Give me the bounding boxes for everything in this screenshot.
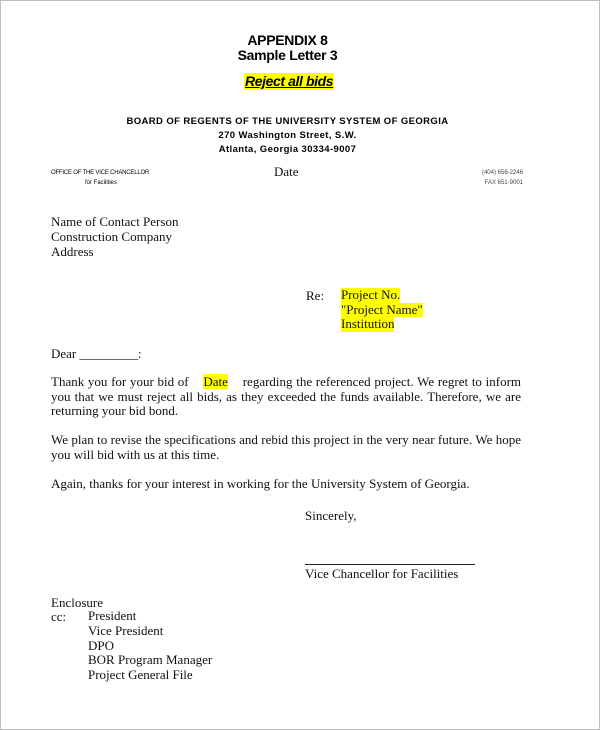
- re-label: Re:: [306, 288, 325, 303]
- project-name: "Project Name": [341, 301, 423, 317]
- closing: Sincerely,: [305, 508, 357, 523]
- cc-item: Project General File: [88, 667, 193, 683]
- p1-lead: Thank you for your bid of: [51, 374, 189, 389]
- office-name: OFFICE OF THE VICE CHANCELLOR: [51, 170, 150, 176]
- body-paragraph-1: [51, 375, 521, 419]
- letterhead-org: BOARD OF REGENTS OF THE UNIVERSITY SYSTEM OF GEORGIA: [126, 116, 449, 127]
- cc-item: DPO: [88, 637, 115, 653]
- recipient-block: [51, 214, 178, 259]
- bid-date: Date: [203, 374, 228, 389]
- sample-letter-title: Sample Letter 3: [237, 47, 338, 63]
- cc-list: [88, 609, 212, 683]
- salutation: Dear _________:: [51, 346, 142, 361]
- body-paragraph-3: Again, thanks for your interest in working for the University System of Georgia.: [51, 476, 470, 491]
- date-field: Date: [274, 164, 299, 179]
- subject-heading: Reject all bids: [245, 73, 334, 89]
- enclosure-label: Enclosure: [51, 595, 103, 610]
- fax-number: FAX 651-9001: [484, 180, 523, 186]
- signer-title: Vice Chancellor for Facilities: [305, 566, 459, 581]
- recipient-name: Name of Contact Person: [51, 214, 179, 229]
- project-number: Project No.: [341, 287, 401, 302]
- cc-label: cc:: [51, 609, 67, 624]
- p1-rest: regarding the referenced project. We regret to inform you that we must reject all bids, as they exceeded the funds available. Therefore, we are returning your bid bond.: [51, 374, 522, 418]
- office-subtitle: for Facilities: [85, 180, 118, 186]
- cc-item: Vice President: [88, 622, 164, 638]
- body-paragraph-2: We plan to revise the specifications and rebid this project in the very near future. We hope you will bid with us at this time.: [51, 432, 521, 462]
- letterhead-city: Atlanta, Georgia 30334-9007: [218, 144, 357, 155]
- recipient-company: Construction Company: [51, 229, 172, 244]
- phone-number: (404) 656-2246: [481, 170, 523, 176]
- recipient-address: Address: [51, 244, 94, 259]
- cc-item: BOR Program Manager: [88, 652, 213, 668]
- institution: Institution: [341, 316, 395, 331]
- appendix-title: APPENDIX 8: [247, 32, 328, 48]
- re-block: [341, 288, 423, 332]
- contact-numbers: [479, 168, 523, 188]
- cc-item: President: [88, 608, 137, 623]
- letterhead-street: 270 Washington Street, S.W.: [218, 130, 357, 141]
- signature-line: [305, 564, 475, 565]
